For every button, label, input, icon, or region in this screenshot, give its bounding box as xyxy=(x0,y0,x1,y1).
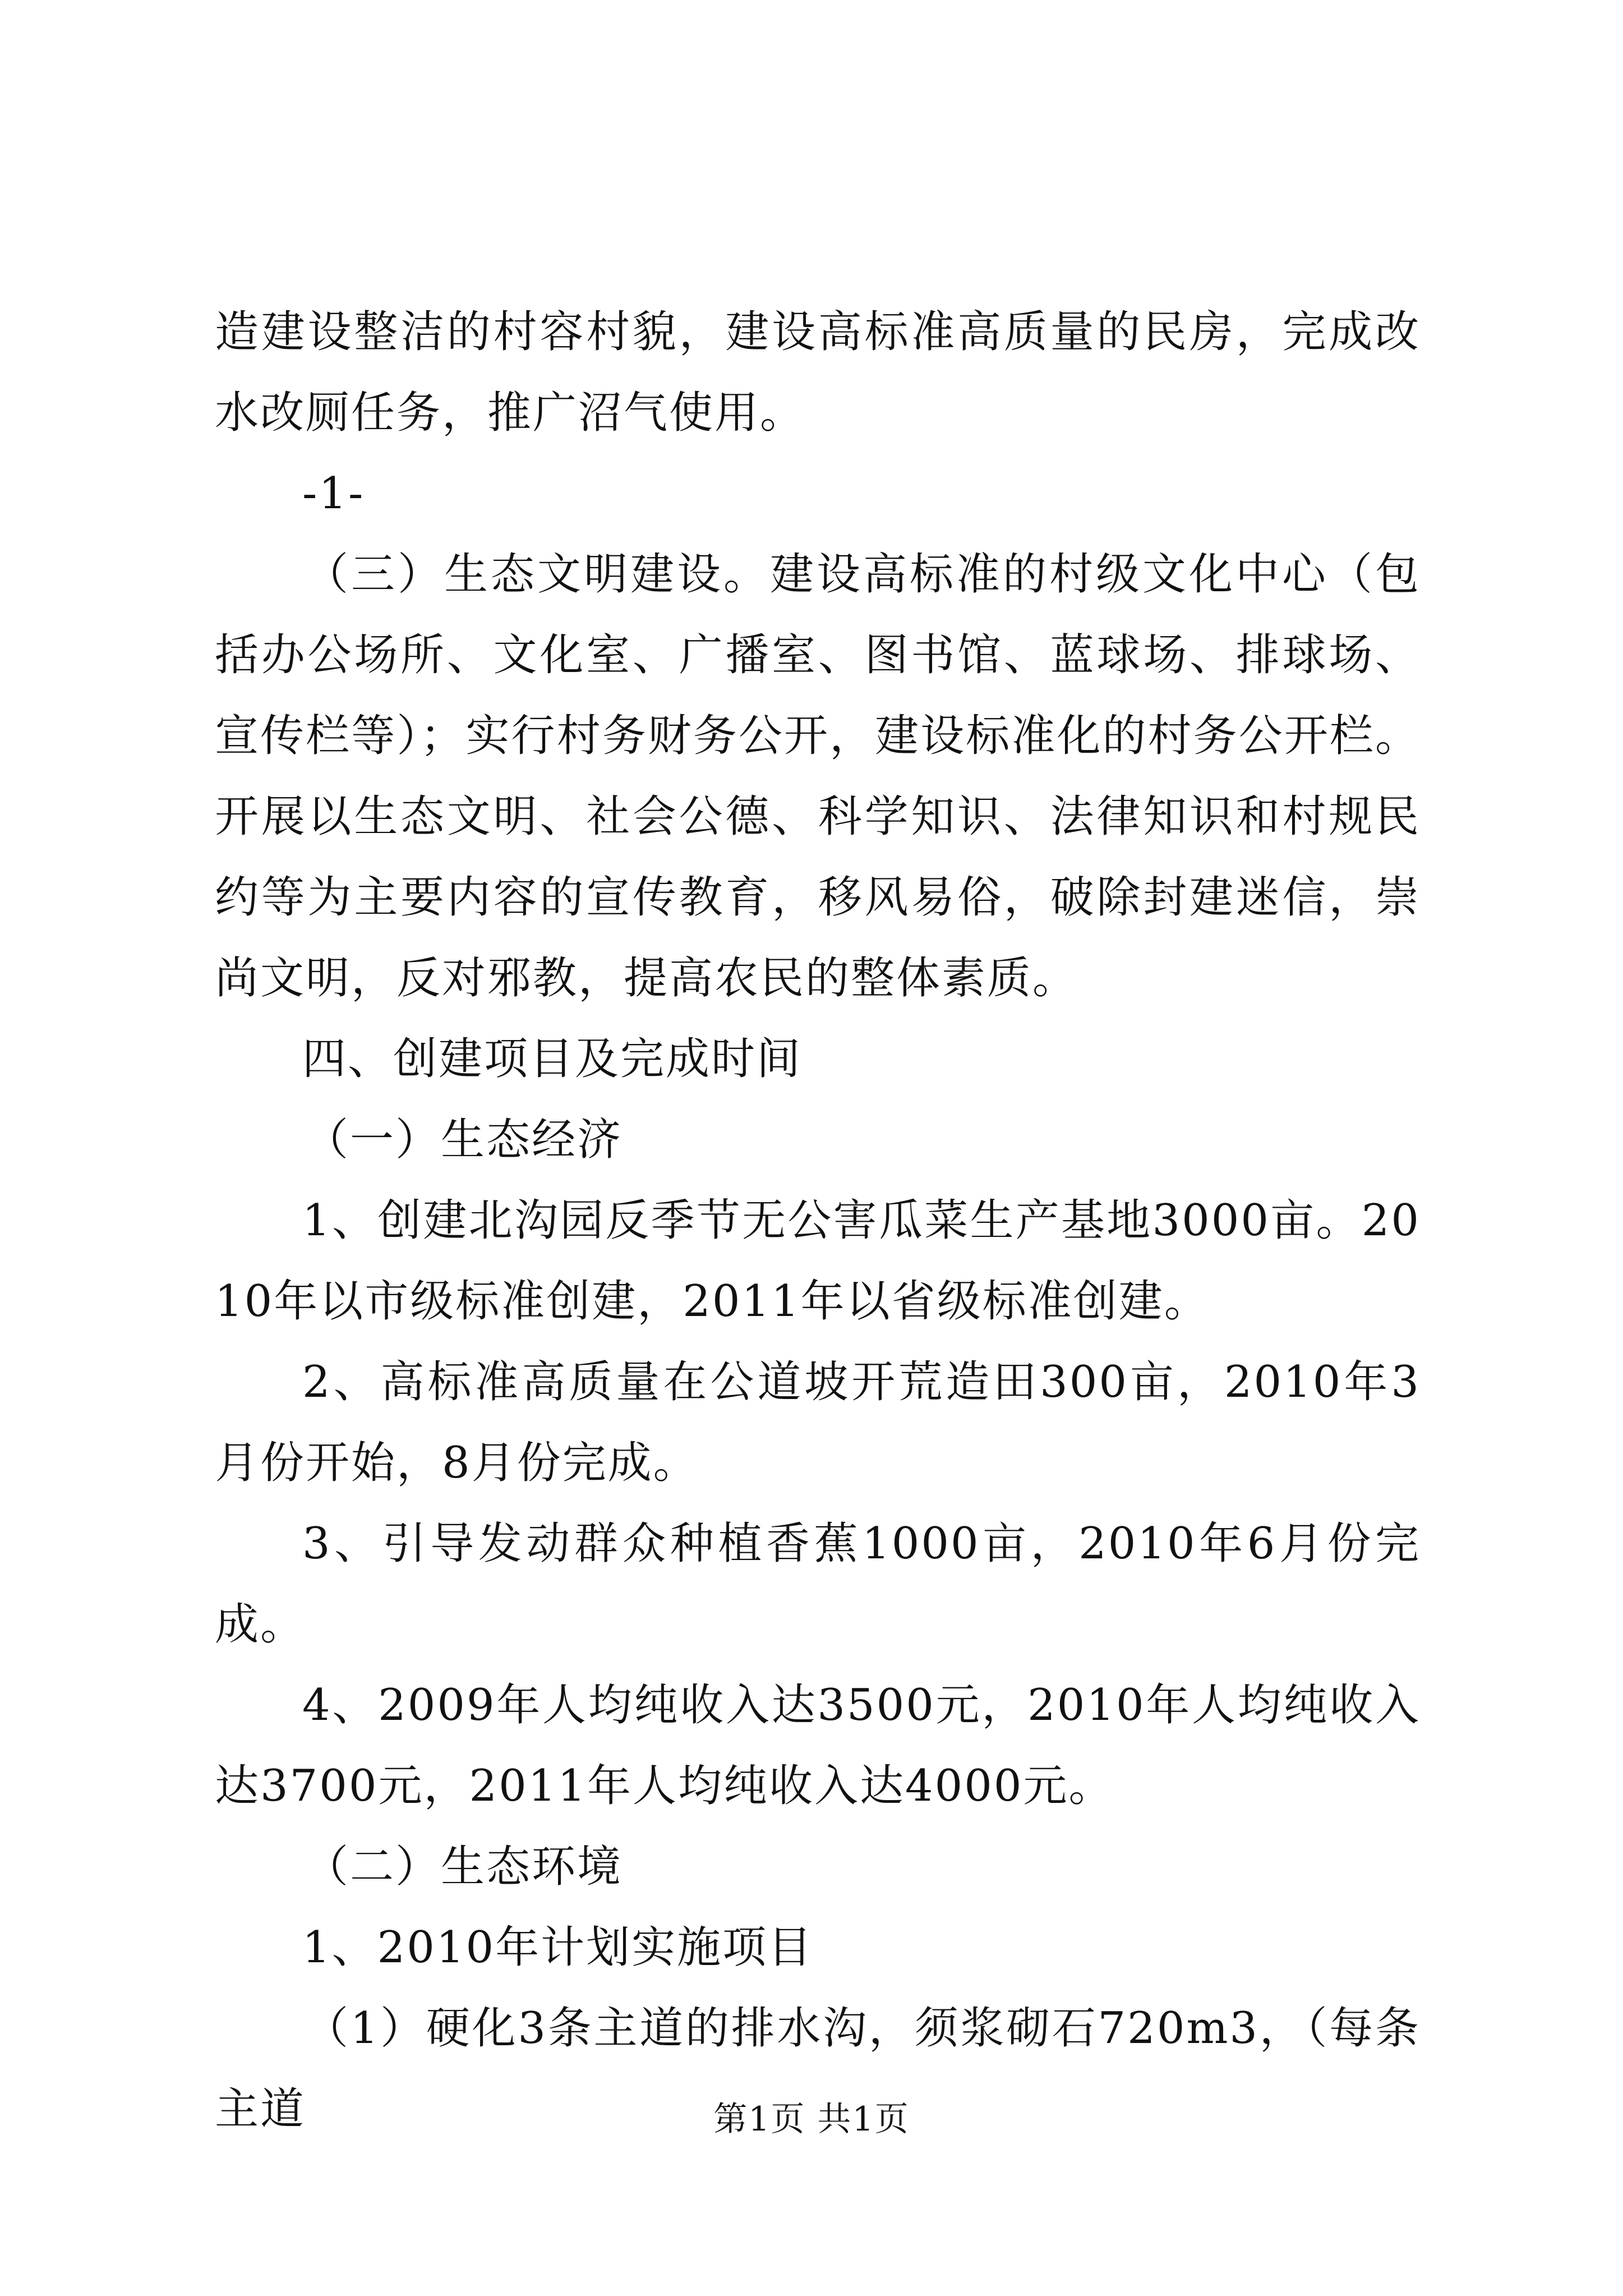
paragraph-1: 造建设整洁的村容村貌，建设高标准高质量的民房，完成改水改厕任务，推广沼气使用。 xyxy=(215,307,1421,438)
page-footer: 第1页 共1页 xyxy=(713,2100,910,2139)
item-drainage-ditch: （1）硬化3条主道的排水沟，须浆砌石720m3，（每条主道 xyxy=(215,2003,1421,2134)
item-3-banana-planting: 3、引导发动群众种植香蕉1000亩，2010年6月份完成。 xyxy=(215,1519,1421,1650)
section-heading-projects: 四、创建项目及完成时间 xyxy=(302,1034,803,1084)
item-2-land-reclamation: 2、高标准高质量在公道坡开荒造田300亩，2010年3月份开始，8月份完成。 xyxy=(215,1357,1421,1488)
item-1-vegetable-base: 1、创建北沟园反季节无公害瓜菜生产基地3000亩。2010年以市级标准创建，2011年以省级标准创建。 xyxy=(215,1195,1421,1327)
subheading-ecological-environment: （二）生态环境 xyxy=(305,1842,623,1892)
subheading-ecological-economy: （一）生态经济 xyxy=(305,1115,623,1165)
inline-page-number: -1- xyxy=(302,468,365,519)
item-2010-plan: 1、2010年计划实施项目 xyxy=(302,1922,814,1973)
paragraph-ecological-civilization: （三）生态文明建设。建设高标准的村级文化中心（包括办公场所、文化室、广播室、图书馆、蓝球场、排球场、宣传栏等）；实行村务财务公开，建设标准化的村务公开栏。开展以生态文明、社会公德、科学知识、法律知识和村规民约等为主要内容的宣传教育，移风易俗，破除封建迷信，崇尚文明，反对邪教，提高农民的整体素质。 xyxy=(215,549,1421,1004)
document-body xyxy=(215,292,1421,2150)
item-4-income-targets: 4、2009年人均纯收入达3500元，2010年人均纯收入达3700元，2011年人均纯收入达4000元。 xyxy=(215,1680,1421,1811)
